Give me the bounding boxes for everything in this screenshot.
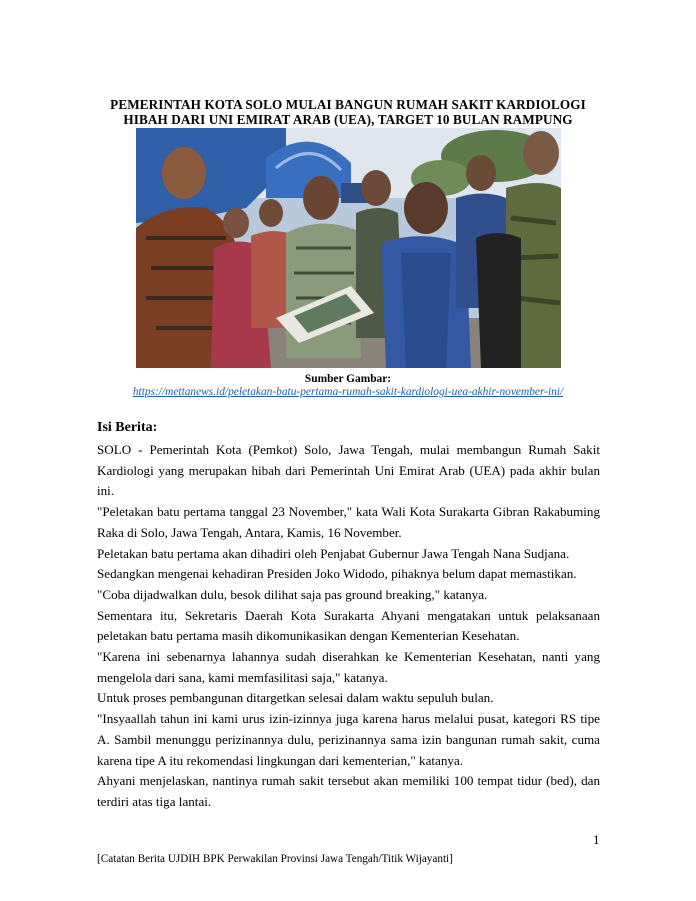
paragraph: Sedangkan mengenai kehadiran Presiden Joko Widodo, pihaknya belum dapat memastikan. [97, 566, 577, 582]
paragraph: "Coba dijadwalkan dulu, besok dilihat saja pas ground breaking," katanya. [97, 586, 488, 602]
paragraph: Ahyani menjelaskan, nantinya rumah sakit tersebut akan memiliki 100 tempat tidur (bed), dan terdiri atas tiga lantai. [97, 773, 600, 809]
title-line-1: PEMERINTAH KOTA SOLO MULAI BANGUN RUMAH SAKIT KARDIOLOGI [110, 97, 586, 112]
caption-label: Sumber Gambar: [304, 373, 392, 385]
news-photo [136, 128, 561, 368]
article-title [70, 97, 626, 127]
paragraph: Untuk proses pembangunan ditargetkan selesai dalam waktu sepuluh bulan. [97, 690, 494, 706]
source-link[interactable]: https://mettanews.id/peletakan-batu-pertama-rumah-sakit-kardiologi-uea-akhir-november-ini/ [132, 386, 564, 398]
paragraph: "Peletakan batu pertama tanggal 23 November," kata Wali Kota Surakarta Gibran Rakabuming Raka di Solo, Jawa Tengah, Antara, Kamis, 16 November. [97, 504, 600, 540]
paragraph: "Karena ini sebenarnya lahannya sudah diserahkan ke Kementerian Kesehatan, nanti yang mengelola dari sana, kami memfasilitasi saja," katanya. [97, 649, 600, 685]
title-line-2: HIBAH DARI UNI EMIRAT ARAB (UEA), TARGET 10 BULAN RAMPUNG [123, 112, 573, 127]
paragraph: "Insyaallah tahun ini kami urus izin-izinnya juga karena harus melalui pusat, kategori RS tipe A. Sambil menunggu perizinannya dulu, perizinannya sama izin bangunan rumah sakit, cuma karena tipe A itu rekomendasi lingkungan dari kementerian," katanya. [97, 711, 600, 768]
section-heading: Isi Berita: [97, 420, 158, 435]
page-number: 1 [593, 832, 600, 847]
paragraph: SOLO - Pemerintah Kota (Pemkot) Solo, Jawa Tengah, mulai membangun Rumah Sakit Kardiologi yang merupakan hibah dari Pemerintah Uni Emirat Arab (UEA) pada akhir bulan ini. [97, 442, 600, 499]
paragraph: Sementara itu, Sekretaris Daerah Kota Surakarta Ahyani mengatakan untuk pelaksanaan peletakan batu pertama masih dikomunikasikan dengan Kementerian Kesehatan. [97, 607, 600, 644]
article-body [97, 440, 600, 813]
paragraph: Peletakan batu pertama akan dihadiri oleh Penjabat Gubernur Jawa Tengah Nana Sudjana. [97, 545, 570, 561]
page-footer: [Catatan Berita UJDIH BPK Perwakilan Provinsi Jawa Tengah/Titik Wijayanti] [97, 853, 453, 865]
image-caption [70, 373, 626, 399]
